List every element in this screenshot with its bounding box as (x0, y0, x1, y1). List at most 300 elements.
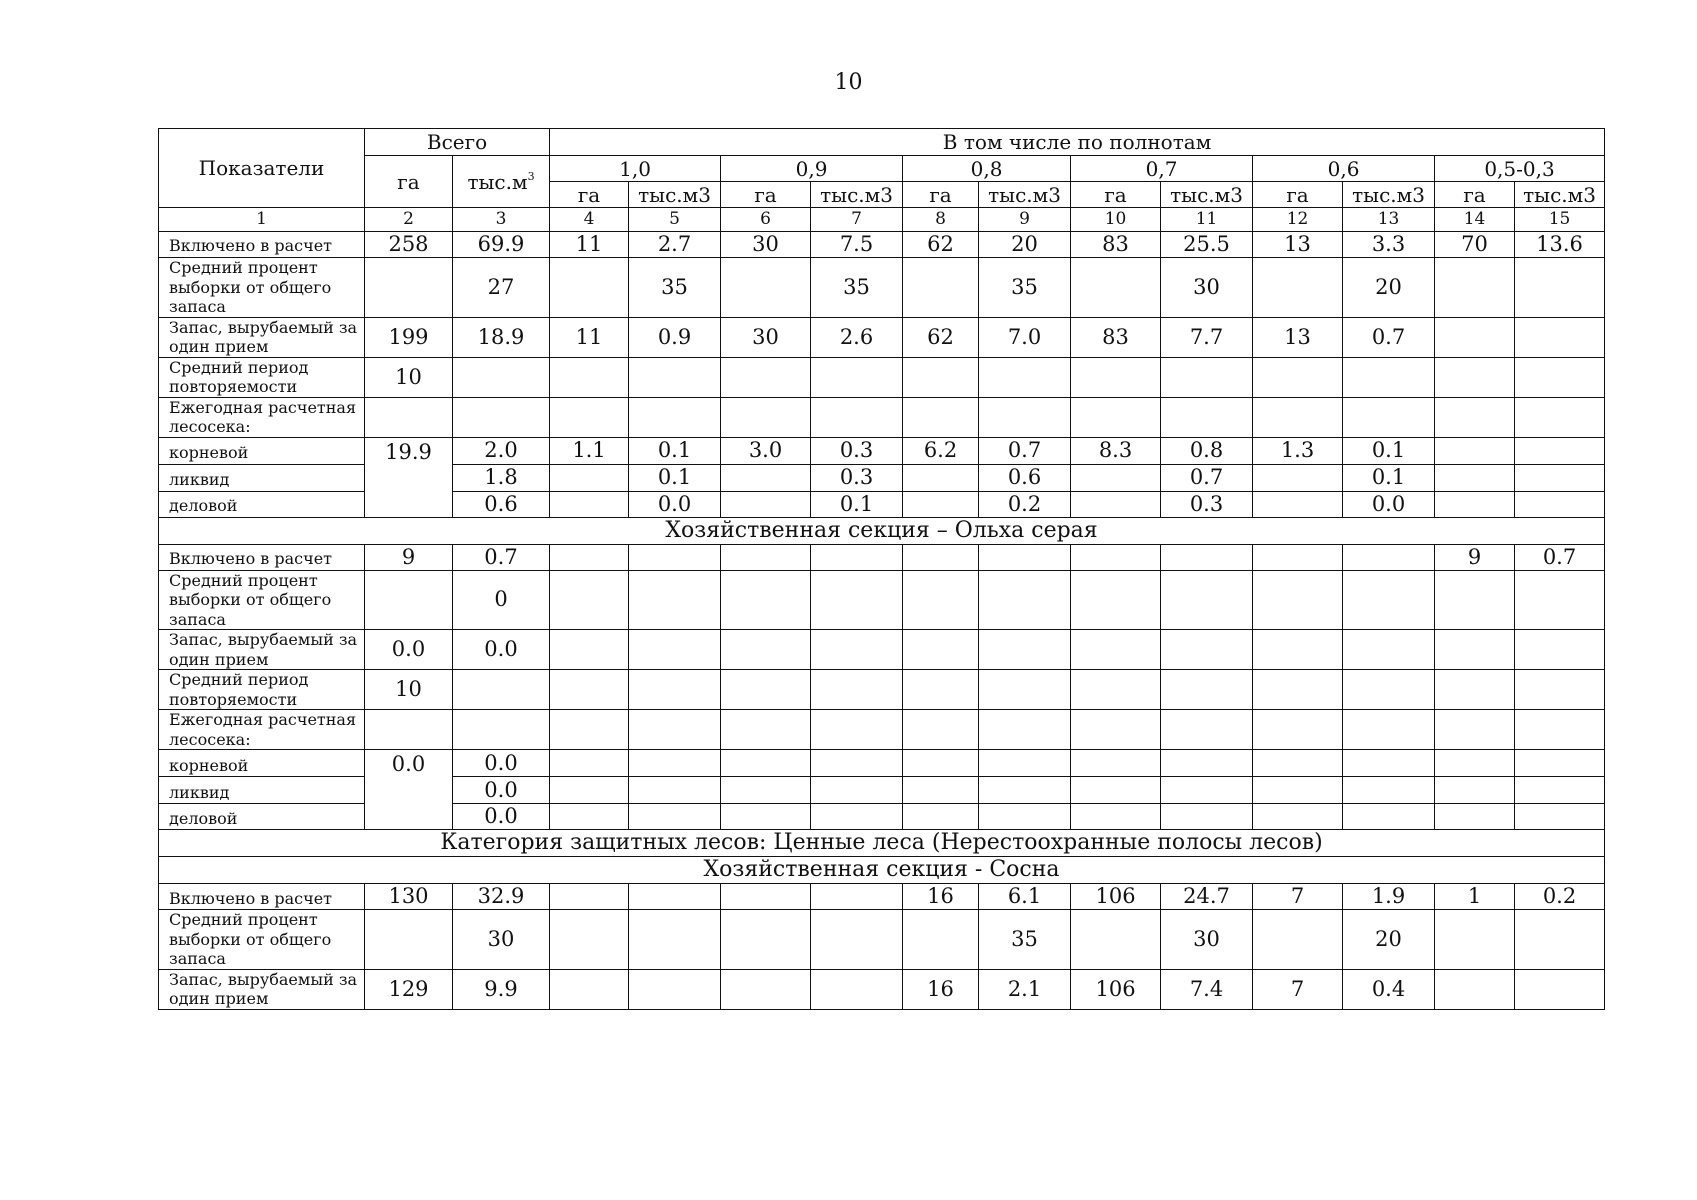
table-cell: 9.9 (453, 969, 550, 1009)
table-cell (903, 491, 979, 517)
row-label: Включено в расчет (159, 544, 365, 570)
table-cell (629, 910, 721, 970)
table-cell (721, 804, 811, 830)
table-cell (1515, 570, 1605, 630)
table-cell (1515, 804, 1605, 830)
table-cell (1515, 630, 1605, 670)
table-cell (979, 570, 1071, 630)
table-cell (1071, 570, 1161, 630)
column-number: 4 (550, 208, 629, 232)
row-label: корневой (159, 437, 365, 464)
table-cell (453, 710, 550, 750)
table-cell: 20 (1343, 258, 1435, 318)
table-cell (1343, 630, 1435, 670)
table-cell (1435, 317, 1515, 357)
table-cell (1435, 750, 1515, 777)
table-cell (903, 570, 979, 630)
column-number: 10 (1071, 208, 1161, 232)
header-total-m3-base: тыс.м (467, 169, 528, 194)
table-cell (721, 777, 811, 804)
column-number: 13 (1343, 208, 1435, 232)
table-cell: 6.1 (979, 884, 1071, 910)
table-cell: 0.0 (365, 630, 453, 670)
table-row (159, 570, 1605, 630)
row-label: корневой (159, 750, 365, 777)
table-cell (550, 750, 629, 777)
table-cell (1253, 750, 1343, 777)
table-cell (721, 750, 811, 777)
table-cell (629, 357, 721, 397)
table-cell: 7.4 (1161, 969, 1253, 1009)
table-cell (1253, 570, 1343, 630)
table-cell (811, 670, 903, 710)
table-cell: 10 (365, 357, 453, 397)
column-number: 7 (811, 208, 903, 232)
table-cell (1515, 437, 1605, 464)
table-row (159, 750, 1605, 777)
table-cell (453, 670, 550, 710)
table-cell (1515, 969, 1605, 1009)
header-unit-ha: га (721, 182, 811, 208)
table-cell: 0.0 (453, 804, 550, 830)
table-cell (1071, 710, 1161, 750)
section-title: Категория защитных лесов: Ценные леса (Нерестоохранные полосы лесов) (159, 830, 1605, 857)
row-label: Запас, вырубаемый за один прием (159, 317, 365, 357)
table-cell (550, 910, 629, 970)
header-unit-m3: тыс.м3 (1515, 182, 1605, 208)
table-cell (721, 357, 811, 397)
table-cell (1161, 710, 1253, 750)
header-including: В том числе по полнотам (550, 129, 1605, 156)
column-number: 3 (453, 208, 550, 232)
table-cell (721, 910, 811, 970)
table-cell (721, 710, 811, 750)
table-cell: 2.6 (811, 317, 903, 357)
table-cell (1253, 397, 1343, 437)
table-cell (550, 804, 629, 830)
table-cell (550, 777, 629, 804)
table-cell (550, 544, 629, 570)
table-cell (629, 777, 721, 804)
table-cell (721, 464, 811, 491)
table-cell (1435, 258, 1515, 318)
table-cell (1071, 258, 1161, 318)
table-cell: 30 (453, 910, 550, 970)
table-cell (1515, 491, 1605, 517)
table-cell (721, 397, 811, 437)
table-cell (721, 570, 811, 630)
table-cell (1253, 630, 1343, 670)
column-number: 15 (1515, 208, 1605, 232)
page-number: 10 (834, 70, 863, 95)
table-cell (365, 710, 453, 750)
table-cell (1253, 777, 1343, 804)
table-cell (550, 884, 629, 910)
table-cell (811, 804, 903, 830)
table-cell (1515, 258, 1605, 318)
table-cell (1343, 570, 1435, 630)
table-cell (721, 630, 811, 670)
table-cell (1515, 397, 1605, 437)
table-cell (1071, 397, 1161, 437)
table-cell (721, 884, 811, 910)
column-number: 1 (159, 208, 365, 232)
row-label: Ежегодная расчетная лесосека: (159, 710, 365, 750)
table-cell: 7.0 (979, 317, 1071, 357)
table-cell: 0.3 (811, 437, 903, 464)
header-density-0: 1,0 (550, 156, 721, 182)
table-cell: 2.0 (453, 437, 550, 464)
table-cell (1161, 544, 1253, 570)
row-label: Средний период повторяемости (159, 670, 365, 710)
table-cell: 70 (1435, 232, 1515, 258)
table-cell (1253, 544, 1343, 570)
table-cell (365, 570, 453, 630)
table-cell (1435, 710, 1515, 750)
table-cell: 13.6 (1515, 232, 1605, 258)
table-cell (550, 397, 629, 437)
table-cell: 30 (721, 232, 811, 258)
table-cell (1435, 777, 1515, 804)
table-cell (1515, 777, 1605, 804)
table-cell (1435, 570, 1515, 630)
table-cell (1343, 710, 1435, 750)
table-cell (811, 630, 903, 670)
table-cell (979, 357, 1071, 397)
table-cell: 20 (1343, 910, 1435, 970)
table-cell (365, 397, 453, 437)
table-row (159, 397, 1605, 437)
header-unit-ha: га (1435, 182, 1515, 208)
table-cell (979, 544, 1071, 570)
row-label: Средний процент выборки от общего запаса (159, 910, 365, 970)
table-cell (1161, 670, 1253, 710)
header-indicators: Показатели (159, 129, 365, 208)
annual-ha-cell: 0.0 (365, 750, 453, 830)
table-cell: 0.8 (1161, 437, 1253, 464)
table-cell: 83 (1071, 317, 1161, 357)
header-total-m3-sup: 3 (527, 169, 535, 183)
table-cell: 106 (1071, 969, 1161, 1009)
header-density-4: 0,6 (1253, 156, 1435, 182)
table-cell (1343, 670, 1435, 710)
row-label: ликвид (159, 464, 365, 491)
table-cell: 9 (365, 544, 453, 570)
header-unit-ha: га (1253, 182, 1343, 208)
table-cell (1253, 464, 1343, 491)
row-label: Средний период повторяемости (159, 357, 365, 397)
header-unit-m3: тыс.м3 (811, 182, 903, 208)
table-cell (721, 258, 811, 318)
table-cell (903, 804, 979, 830)
table-cell (550, 357, 629, 397)
table-row (159, 232, 1605, 258)
table-cell: 27 (453, 258, 550, 318)
header-total-m3 (453, 156, 550, 208)
table-cell: 0.6 (979, 464, 1071, 491)
table-cell: 30 (1161, 258, 1253, 318)
table-cell: 25.5 (1161, 232, 1253, 258)
section-title: Хозяйственная секция - Сосна (159, 857, 1605, 884)
column-number: 11 (1161, 208, 1253, 232)
table-cell (1161, 630, 1253, 670)
table-cell (1435, 397, 1515, 437)
table-cell (979, 777, 1071, 804)
table-cell: 0 (453, 570, 550, 630)
table-cell (811, 777, 903, 804)
table-cell (629, 397, 721, 437)
table-cell (1435, 630, 1515, 670)
table-cell (1435, 357, 1515, 397)
table-cell: 35 (979, 910, 1071, 970)
table-cell (629, 804, 721, 830)
row-label: деловой (159, 491, 365, 517)
table-cell (811, 710, 903, 750)
table-cell (1253, 910, 1343, 970)
table-cell (979, 804, 1071, 830)
table-cell (453, 357, 550, 397)
table-cell: 0.0 (629, 491, 721, 517)
row-label: Запас, вырубаемый за один прием (159, 630, 365, 670)
table-cell (903, 670, 979, 710)
table-cell (1435, 491, 1515, 517)
table-cell (903, 397, 979, 437)
table-cell (1253, 670, 1343, 710)
table-cell (1161, 777, 1253, 804)
column-number: 12 (1253, 208, 1343, 232)
table-cell: 258 (365, 232, 453, 258)
row-label: Включено в расчет (159, 232, 365, 258)
column-number: 14 (1435, 208, 1515, 232)
table-cell (1343, 357, 1435, 397)
table-cell (629, 570, 721, 630)
table-cell (811, 570, 903, 630)
table-cell: 62 (903, 232, 979, 258)
table-cell (1071, 910, 1161, 970)
table-cell (1071, 750, 1161, 777)
table-cell: 0.1 (811, 491, 903, 517)
header-density-3: 0,7 (1071, 156, 1253, 182)
table-cell: 0.1 (629, 437, 721, 464)
table-cell (811, 397, 903, 437)
row-label: Средний процент выборки от общего запаса (159, 570, 365, 630)
table-row (159, 317, 1605, 357)
table-cell: 24.7 (1161, 884, 1253, 910)
table-cell (1515, 710, 1605, 750)
table-cell: 0.1 (1343, 437, 1435, 464)
table-cell: 1.3 (1253, 437, 1343, 464)
table-cell (811, 910, 903, 970)
table-row (159, 258, 1605, 318)
table-row (159, 357, 1605, 397)
table-cell (550, 258, 629, 318)
table-cell (811, 969, 903, 1009)
table-cell (629, 670, 721, 710)
table-cell (1343, 804, 1435, 830)
table-cell: 69.9 (453, 232, 550, 258)
table-cell (1161, 570, 1253, 630)
table-cell: 35 (811, 258, 903, 318)
table-cell: 129 (365, 969, 453, 1009)
table-cell (629, 750, 721, 777)
table-cell (1071, 670, 1161, 710)
table-cell: 0.3 (811, 464, 903, 491)
table-cell (979, 630, 1071, 670)
table-cell (1071, 357, 1161, 397)
table-cell (550, 670, 629, 710)
table-cell: 16 (903, 884, 979, 910)
column-number: 2 (365, 208, 453, 232)
table-cell (721, 670, 811, 710)
table-cell (1515, 357, 1605, 397)
table-cell (1253, 804, 1343, 830)
table-row (159, 969, 1605, 1009)
table-cell (811, 357, 903, 397)
table-cell: 83 (1071, 232, 1161, 258)
table-cell (1343, 397, 1435, 437)
header-total-ha: га (365, 156, 453, 208)
table-cell (1435, 969, 1515, 1009)
table-cell (1071, 630, 1161, 670)
table-cell (903, 544, 979, 570)
table-cell (1071, 544, 1161, 570)
table-cell: 35 (979, 258, 1071, 318)
table-cell: 1.9 (1343, 884, 1435, 910)
table-cell: 0.6 (453, 491, 550, 517)
table-cell (550, 570, 629, 630)
table-cell (1515, 750, 1605, 777)
table-cell: 0.7 (1515, 544, 1605, 570)
table-cell: 9 (1435, 544, 1515, 570)
table-cell: 10 (365, 670, 453, 710)
table-cell (903, 357, 979, 397)
table-cell (1435, 437, 1515, 464)
section-title: Хозяйственная секция – Ольха серая (159, 517, 1605, 544)
table-cell (1161, 750, 1253, 777)
row-label: Включено в расчет (159, 884, 365, 910)
table-cell (1435, 910, 1515, 970)
table-cell (1343, 777, 1435, 804)
table-cell (629, 630, 721, 670)
table-cell (365, 258, 453, 318)
row-label: деловой (159, 804, 365, 830)
table-cell (811, 884, 903, 910)
table-cell: 0.9 (629, 317, 721, 357)
table-cell: 7 (1253, 884, 1343, 910)
table-cell (1343, 544, 1435, 570)
table-cell (721, 491, 811, 517)
row-label: ликвид (159, 777, 365, 804)
table-cell (1071, 777, 1161, 804)
header-unit-m3: тыс.м3 (629, 182, 721, 208)
table-cell (1071, 464, 1161, 491)
table-cell: 0.2 (979, 491, 1071, 517)
header-unit-m3: тыс.м3 (979, 182, 1071, 208)
table-cell (1435, 804, 1515, 830)
table-cell (979, 670, 1071, 710)
table-cell (1161, 804, 1253, 830)
section-header-row (159, 517, 1605, 544)
table-cell (1161, 357, 1253, 397)
table-cell: 1 (1435, 884, 1515, 910)
table-cell: 0.0 (453, 750, 550, 777)
table-cell: 13 (1253, 232, 1343, 258)
table-cell: 8.3 (1071, 437, 1161, 464)
table-cell: 0.3 (1161, 491, 1253, 517)
table-cell (1253, 357, 1343, 397)
table-cell (1253, 491, 1343, 517)
table-cell: 0.0 (453, 777, 550, 804)
table-cell: 2.1 (979, 969, 1071, 1009)
table-cell: 0.1 (629, 464, 721, 491)
table-cell (629, 969, 721, 1009)
header-unit-m3: тыс.м3 (1161, 182, 1253, 208)
table-cell (979, 397, 1071, 437)
table-cell: 0.4 (1343, 969, 1435, 1009)
table-cell (903, 258, 979, 318)
row-label: Запас, вырубаемый за один прием (159, 969, 365, 1009)
section-header-row (159, 857, 1605, 884)
table-cell (721, 544, 811, 570)
table-cell: 6.2 (903, 437, 979, 464)
column-number: 8 (903, 208, 979, 232)
annual-ha-cell: 19.9 (365, 437, 453, 517)
table-cell (1435, 464, 1515, 491)
table-cell: 62 (903, 317, 979, 357)
table-cell (721, 969, 811, 1009)
table-cell (903, 464, 979, 491)
row-label: Средний процент выборки от общего запаса (159, 258, 365, 318)
table-cell: 18.9 (453, 317, 550, 357)
table-cell (629, 544, 721, 570)
table-cell: 3.0 (721, 437, 811, 464)
table-cell: 0.1 (1343, 464, 1435, 491)
table-cell (1071, 491, 1161, 517)
table-cell (811, 544, 903, 570)
table-cell: 16 (903, 969, 979, 1009)
table-cell (903, 910, 979, 970)
table-cell: 20 (979, 232, 1071, 258)
table-cell (453, 397, 550, 437)
table-cell: 30 (1161, 910, 1253, 970)
table-cell: 7.7 (1161, 317, 1253, 357)
table-cell (550, 464, 629, 491)
table-row (159, 910, 1605, 970)
table-cell: 199 (365, 317, 453, 357)
header-unit-ha: га (550, 182, 629, 208)
header-density-1: 0,9 (721, 156, 903, 182)
table-row (159, 630, 1605, 670)
table-cell (550, 630, 629, 670)
table-cell (1253, 258, 1343, 318)
table-cell (903, 630, 979, 670)
table-cell (903, 750, 979, 777)
table-cell (629, 710, 721, 750)
table-cell: 30 (721, 317, 811, 357)
forest-calculation-table (158, 128, 1605, 1010)
header-density-2: 0,8 (903, 156, 1071, 182)
table-cell (365, 910, 453, 970)
table-cell: 7 (1253, 969, 1343, 1009)
row-label: Ежегодная расчетная лесосека: (159, 397, 365, 437)
table-cell: 32.9 (453, 884, 550, 910)
header-unit-ha: га (903, 182, 979, 208)
table-row (159, 437, 1605, 464)
table-cell (1515, 317, 1605, 357)
table-cell (1343, 750, 1435, 777)
header-unit-m3: тыс.м3 (1343, 182, 1435, 208)
table-cell: 130 (365, 884, 453, 910)
